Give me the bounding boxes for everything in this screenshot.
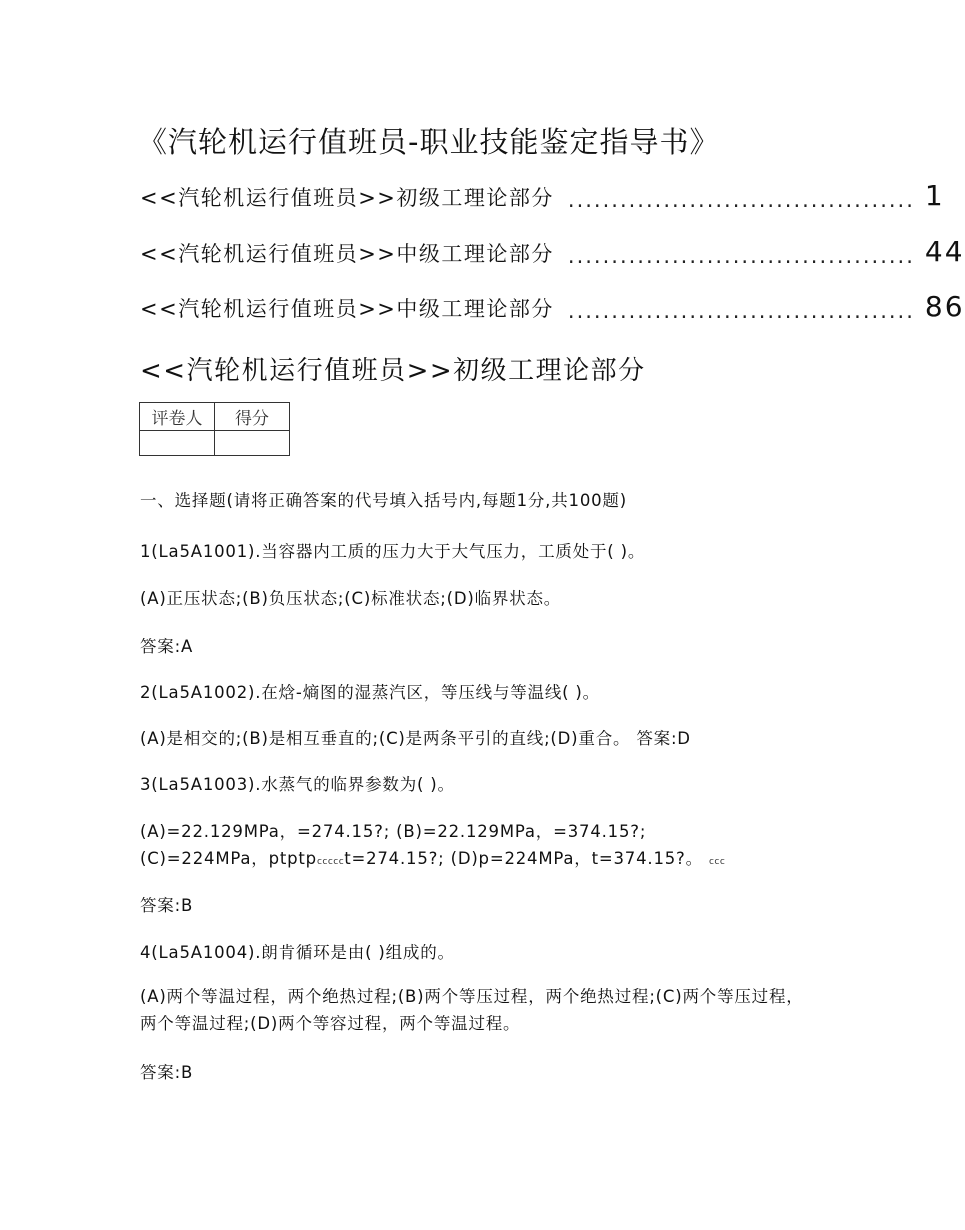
toc-leader-dots: ........................................ — [567, 244, 915, 268]
options-segment: (C)=224MPa，ptptp — [140, 849, 317, 868]
document-title: 《汽轮机运行值班员-职业技能鉴定指导书》 — [138, 125, 720, 159]
part-heading: 一、选择题(请将正确答案的代号填入括号内,每题1分,共100题) — [140, 491, 627, 510]
toc-entry-label: <<汽轮机运行值班员>>初级工理论部分 — [140, 186, 554, 210]
toc-entry-label: <<汽轮机运行值班员>>中级工理论部分 — [140, 242, 554, 266]
toc-entry-label: <<汽轮机运行值班员>>中级工理论部分 — [140, 297, 554, 321]
toc-page-number: 44 — [924, 235, 965, 268]
reviewer-header: 评卷人 — [140, 403, 215, 431]
section-heading: <<汽轮机运行值班员>>初级工理论部分 — [140, 356, 646, 386]
question-text: 1(La5A1001).当容器内工质的压力大于大气压力，工质处于( )。 — [140, 542, 646, 561]
subscript-fragment: ccc — [708, 857, 726, 867]
question-options-continued — [140, 845, 810, 869]
question-text: 2(La5A1002).在焓-熵图的湿蒸汽区，等压线与等温线( )。 — [140, 683, 600, 702]
toc-entry[interactable] — [140, 232, 965, 268]
toc-page-number: 1 — [924, 179, 945, 212]
question-options: (A)两个等温过程，两个绝热过程;(B)两个等压过程，两个绝热过程;(C)两个等压过程，两个等温过程;(D)两个等容过程，两个等温过程。 — [140, 987, 804, 1033]
reviewer-cell — [140, 431, 215, 456]
question-options: (A)=22.129MPa，=274.15?; (B)=22.129MPa，=374.15?; — [140, 822, 647, 841]
score-header: 得分 — [215, 403, 290, 431]
toc-entry[interactable] — [140, 287, 965, 323]
question-options: (A)是相交的;(B)是相互垂直的;(C)是两条平引的直线;(D)重合。 答案:D — [140, 729, 691, 748]
question-answer: 答案:A — [140, 637, 194, 656]
question-text: 3(La5A1003).水蒸气的临界参数为( )。 — [140, 775, 455, 794]
question-text: 4(La5A1004).朗肯循环是由( )组成的。 — [140, 943, 455, 962]
toc-leader-dots: ........................................ — [567, 188, 915, 212]
options-segment: t=274.15?; (D)p=224MPa，t=374.15?。 — [344, 849, 703, 868]
question-answer: 答案:B — [140, 896, 194, 915]
toc-page-number: 86 — [924, 290, 965, 323]
score-cell — [215, 431, 290, 456]
question-answer: 答案:B — [140, 1063, 194, 1082]
toc-entry[interactable] — [140, 176, 945, 212]
subscript-fragment: ccccc — [316, 857, 345, 867]
question-options: (A)正压状态;(B)负压状态;(C)标准状态;(D)临界状态。 — [140, 589, 562, 608]
toc-leader-dots: ........................................ — [567, 299, 915, 323]
score-table — [139, 402, 290, 456]
